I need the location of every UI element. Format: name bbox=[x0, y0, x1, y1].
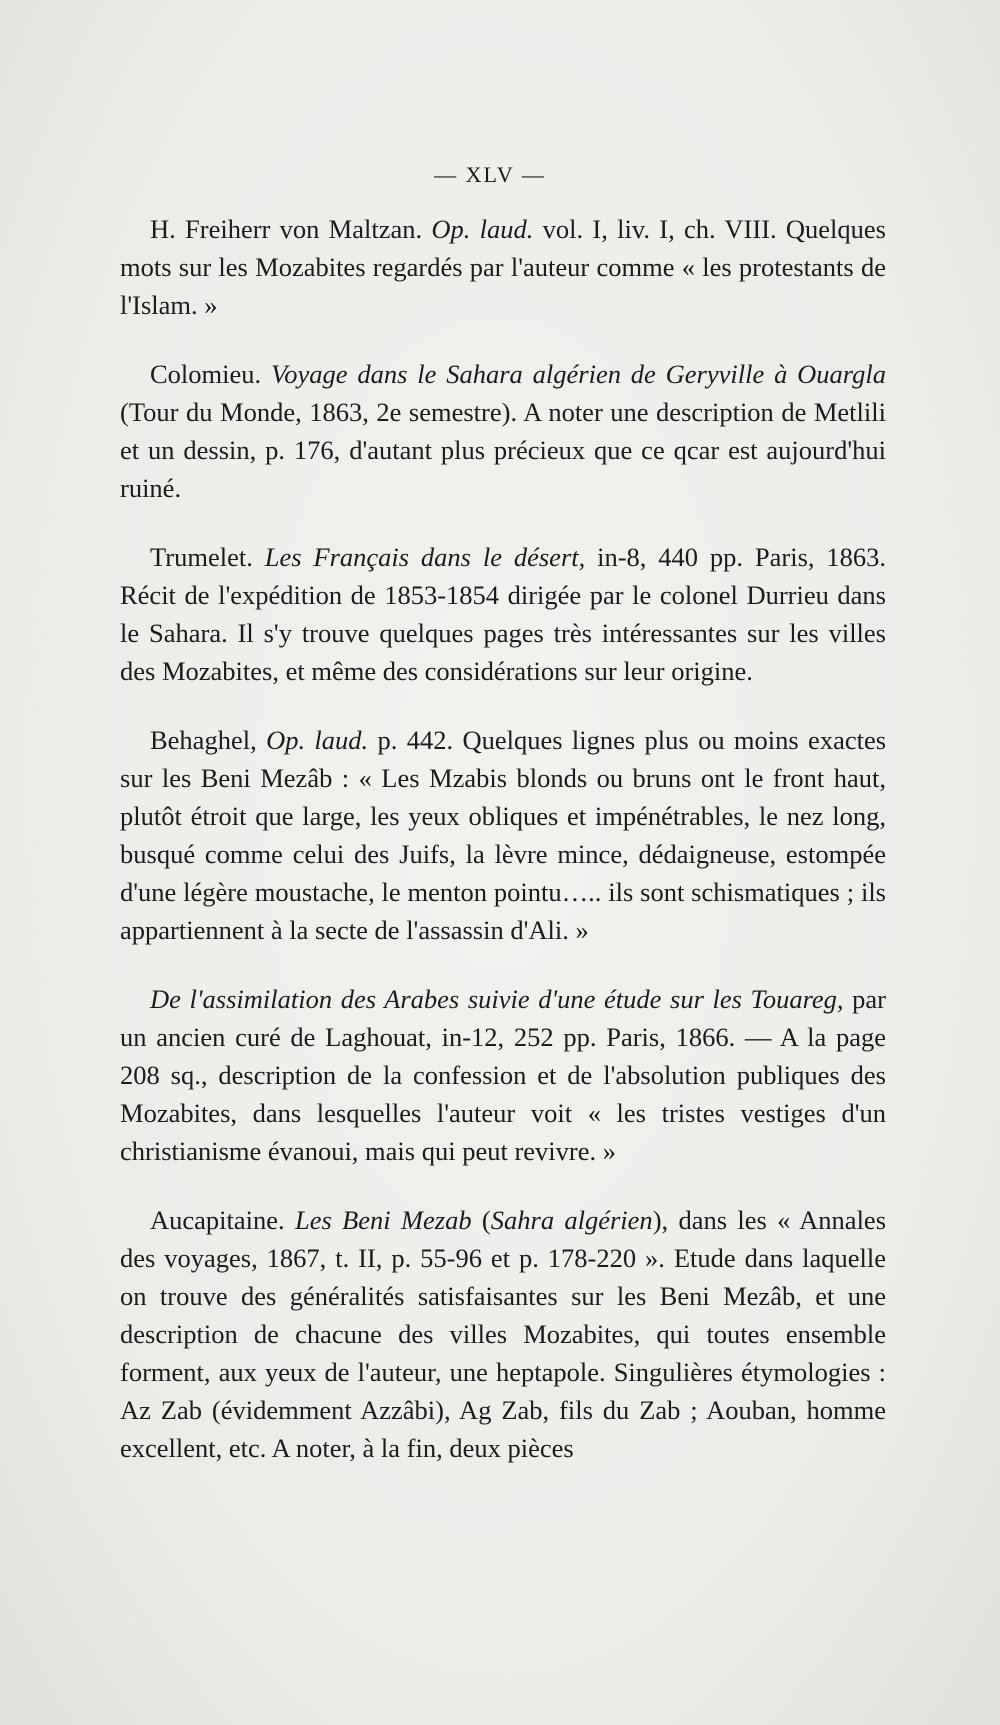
entry-text: dans les « Annales des voyages, 1867, t. II, p. 55-96 et p. 178-220 ». Etude dans laquelle on trouve des généralités satisfaisantes sur les Beni Mezâb, et une description de chacune des villes Mozabites, qui toutes ensemble forment, aux yeux de l'auteur, une heptapole. Singulières étymologies : Az Zab (évidemment Azzâbi), Ag Zab, fils du Zab ; Aouban, homme excellent, etc. A noter, à la fin, deux pièces bbox=[120, 1205, 887, 1463]
entry-text: par un ancien curé de Laghouat, in-12, 252 pp. Paris, 1866. — A la page 208 sq., description de la confession et de l'absolution publiques des Mozabites, dans lesquelles l'auteur voit « les tristes vestiges d'un christianisme évanoui, mais qui peut revivre. » bbox=[120, 984, 887, 1166]
entry-reference: Op. laud. bbox=[431, 214, 534, 244]
entry-colomieu bbox=[120, 355, 886, 507]
entry-subtitle: Sahra algérien bbox=[490, 1205, 653, 1235]
entry-text: in-8, 440 pp. Paris, 1863. Récit de l'expédition de 1853-1854 dirigée par le colonel Durrieu dans le Sahara. Il s'y trouve quelques pages très intéressantes sur les villes des Mozabites, et même des considérations sur leur origine. bbox=[120, 542, 887, 686]
entry-assimilation bbox=[120, 980, 886, 1170]
entry-title: Voyage dans le Sahara algérien de Geryville à Ouargla bbox=[271, 359, 886, 389]
entry-author: Aucapitaine. bbox=[150, 1205, 285, 1235]
entry-trumelet bbox=[120, 538, 886, 690]
entry-author: H. Freiherr von Maltzan. bbox=[150, 214, 423, 244]
entry-author: Behaghel, bbox=[150, 725, 257, 755]
entry-text: p. 442. Quelques lignes plus ou moins exactes sur les Beni Mezâb : « Les Mzabis blonds ou bruns ont le front haut, plutôt étroit que large, les yeux obliques et impénétrables, le nez long, busqué comme celui des Juifs, la lèvre mince, dédaigneuse, estompée d'une légère moustache, le menton pointu….. ils sont schismatiques ; ils appartiennent à la secte de l'assassin d'Ali. » bbox=[120, 725, 887, 945]
entry-text: vol. I, liv. I, ch. VIII. Quelques mots sur les Mozabites regardés par l'auteur comme « les protestants de l'Islam. » bbox=[120, 214, 886, 320]
entry-author: Trumelet. bbox=[150, 542, 253, 572]
entry-maltzan bbox=[120, 210, 886, 324]
entry-text: (Tour du Monde, 1863, 2e semestre). A noter une description de Metlili et un dessin, p. 176, d'autant plus précieux que ce qcar est aujourd'hui ruiné. bbox=[120, 397, 886, 503]
bibliography-body bbox=[120, 210, 886, 1467]
entry-title: Les Beni Mezab bbox=[294, 1205, 472, 1235]
page-folio: — XLV — bbox=[434, 162, 546, 187]
entry-author: Colomieu. bbox=[150, 359, 262, 389]
entry-behaghel bbox=[120, 721, 886, 949]
entry-reference: Op. laud. bbox=[266, 725, 369, 755]
entry-title: De l'assimilation des Arabes suivie d'une étude sur les Touareg, bbox=[150, 984, 844, 1014]
entry-title: Les Français dans le désert, bbox=[264, 542, 586, 572]
entry-aucapitaine: Aucapitaine. Les Beni Mezab (Sahra algérien), dans les « Annales des voyages, 1867, t. II, p. 55-96 et p. 178-220 ». Etude dans laquelle on trouve des généralités satisfaisantes sur les Beni Mezâb, et une description de chacune des villes Mozabites, qui toutes ensemble forment, aux yeux de l'auteur, une heptapole. Singulières étymologies : Az Zab (évidemment Azzâbi), Ag Zab, fils du Zab ; Aouban, homme excellent, etc. A noter, à la fin, deux pièces bbox=[120, 1205, 887, 1463]
